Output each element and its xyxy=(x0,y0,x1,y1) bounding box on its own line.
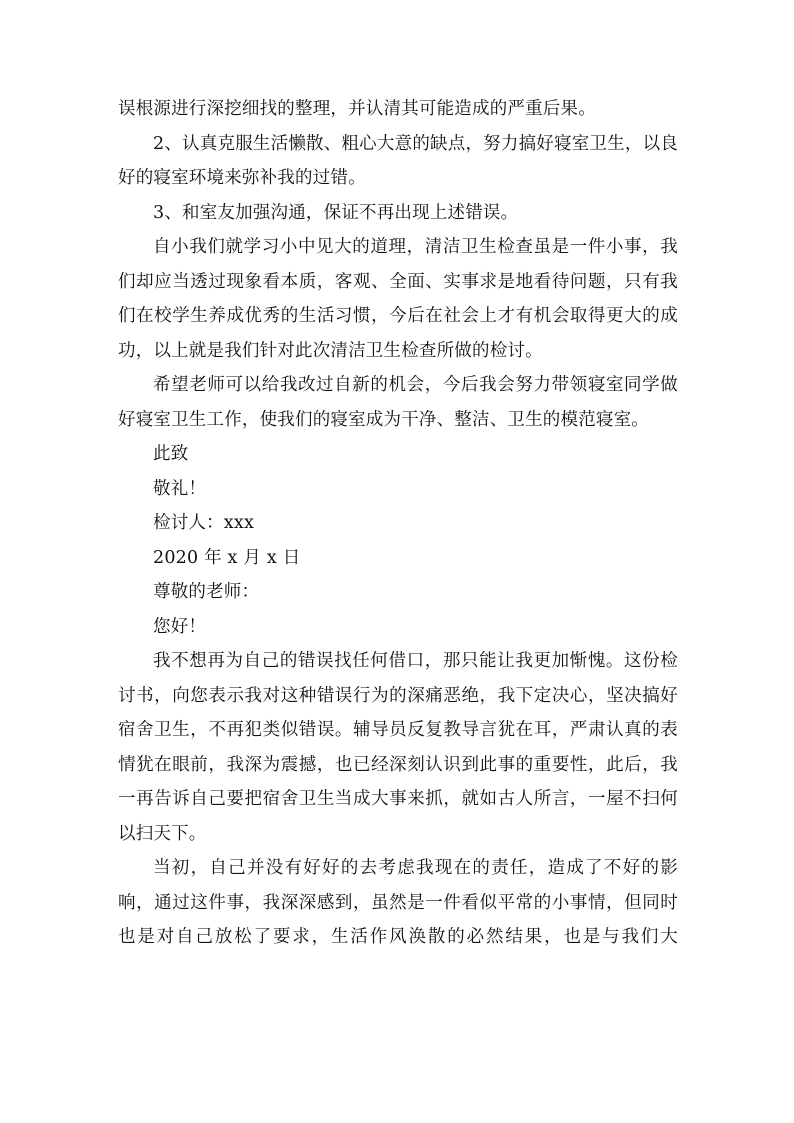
signature-name: 检讨人：xxx xyxy=(153,513,255,533)
paragraph-continuation: 误根源进行深挖细找的整理，并认清其可能造成的严重后果。 xyxy=(118,99,596,119)
document-body xyxy=(118,92,678,955)
closing-cizhi: 此致 xyxy=(153,444,189,464)
paragraph-point-2: 2、认真克服生活懒散、粗心大意的缺点，努力搞好寝室卫生，以良好的寝室环境来弥补我的过错。 xyxy=(118,133,678,188)
greeting: 您好！ xyxy=(153,616,207,637)
paragraph-point-3: 3、和室友加强沟通，保证不再出现上述错误。 xyxy=(153,202,519,223)
paragraph-responsibility: 当初，自己并没有好好的去考虑我现在的责任，造成了不好的影响，通过这件事，我深深感到，虽然是一件看似平常的小事情，但同时也是对自己放松了要求，生活作风涣散的必然结果，也是与我们大 xyxy=(118,858,678,947)
paragraph-reflection: 自小我们就学习小中见大的道理，清洁卫生检查虽是一件小事，我们却应当透过现象看本质，客观、全面、实事求是地看待问题，只有我们在校学生养成优秀的生活习惯，今后在社会上才有机会取得更大的成功，以上就是我们针对此次清洁卫生检查所做的检讨。 xyxy=(118,237,678,361)
paragraph-apology: 我不想再为自己的错误找任何借口，那只能让我更加惭愧。这份检讨书，向您表示我对这种错误行为的深痛恶绝，我下定决心，坚决搞好宿舍卫生，不再犯类似错误。辅导员反复教导言犹在耳，严肃认真的表情犹在眼前，我深为震撼，也已经深刻认识到此事的重要性，此后，我一再告诉自己要把宿舍卫生当成大事来抓，就如古人所言，一屋不扫何以扫天下。 xyxy=(118,651,678,844)
signature-date: 2020 年 x 月 x 日 xyxy=(153,547,301,568)
paragraph-hope: 希望老师可以给我改过自新的机会，今后我会努力带领寝室同学做好寝室卫生工作，使我们的寝室成为干净、整洁、卫生的模范寝室。 xyxy=(118,375,678,430)
closing-jingli: 敬礼！ xyxy=(153,478,207,499)
salutation: 尊敬的老师： xyxy=(153,582,260,602)
